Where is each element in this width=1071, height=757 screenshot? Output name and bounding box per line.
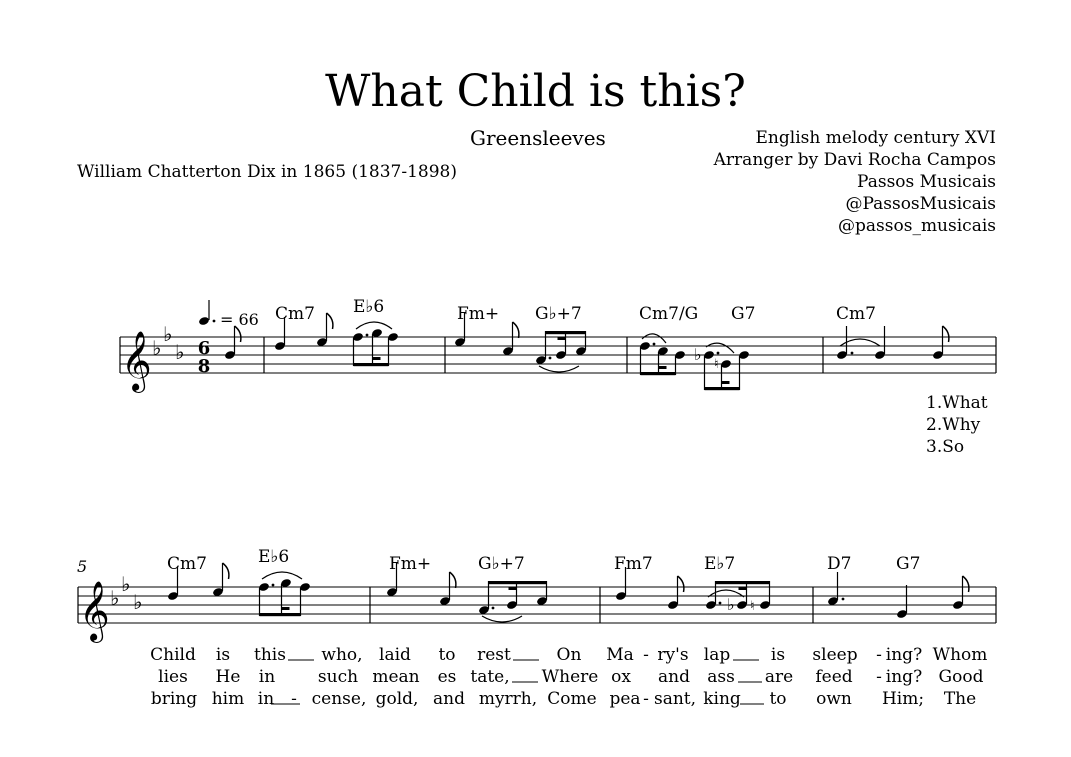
lyric-syllable: is: [215, 645, 231, 665]
lyric-syllable: Ma: [606, 645, 634, 665]
social-handle-line: @passos_musicais: [838, 216, 996, 236]
lyric-syllable: 2.Why: [926, 415, 981, 435]
tempo-marking: [198, 300, 259, 329]
lyric-syllable: who,: [321, 645, 363, 665]
lyric-hyphen: -: [876, 667, 882, 687]
lyric-syllable: to: [769, 689, 787, 709]
svg-text:8: 8: [197, 356, 211, 377]
chord-symbol: Cm7: [836, 304, 876, 324]
notes-system-1: [224, 313, 949, 390]
lyric-syllable: ox: [611, 667, 631, 687]
svg-text:♭: ♭: [694, 345, 702, 364]
svg-text:6: 6: [197, 338, 211, 359]
lyricist-credit: William Chatterton Dix in 1865 (1837-1898): [77, 162, 457, 182]
lyric-syllable: in: [257, 689, 275, 709]
svg-text:♭: ♭: [152, 336, 162, 360]
lyric-syllable: Good: [938, 667, 984, 687]
lyric-syllable: and: [658, 667, 690, 687]
chord-symbol: G♭+7: [478, 554, 525, 574]
chord-symbols-system-2: [167, 547, 920, 574]
lyric-syllable: is: [770, 645, 786, 665]
chord-symbol: Cm7: [167, 554, 207, 574]
svg-text:= 66: = 66: [220, 310, 259, 329]
chord-symbol: D7: [827, 554, 852, 574]
lyric-syllable: He: [215, 667, 241, 687]
chord-symbol: Fm+: [457, 304, 500, 324]
chord-symbol: G7: [896, 554, 921, 574]
chord-symbol: E♭6: [258, 547, 290, 567]
lyric-syllable: 1.What: [926, 393, 988, 413]
lyric-hyphen: -: [291, 689, 297, 709]
lyric-syllable: sant,: [653, 689, 697, 709]
lyric-syllable: ass: [707, 667, 735, 687]
lyric-hyphen: -: [643, 645, 649, 665]
chord-symbol: Cm7: [275, 304, 315, 324]
lyric-syllable: lies: [158, 667, 188, 687]
lyric-syllable: Child: [150, 645, 196, 665]
chord-symbols-system-1: [275, 297, 876, 324]
chord-symbol: E♭7: [704, 554, 736, 574]
lyric-syllable: Where: [541, 667, 599, 687]
time-signature: [198, 338, 211, 377]
lyric-syllable: rest: [477, 645, 511, 665]
lyric-syllable: own: [816, 689, 852, 709]
key-signature-flats: [152, 322, 184, 364]
svg-text:♭: ♭: [727, 595, 735, 614]
composer-line: English melody century XVI: [755, 128, 996, 148]
lyric-syllable: Whom: [932, 645, 988, 665]
svg-text:♭: ♭: [110, 586, 120, 610]
lyric-syllable: king: [703, 689, 741, 709]
lyric-syllable: mean: [372, 667, 420, 687]
publisher-line: Passos Musicais: [857, 172, 996, 192]
chord-symbol: G7: [731, 304, 756, 324]
lyric-syllable: myrrh,: [478, 689, 538, 709]
lyric-syllable: 3.So: [926, 437, 965, 457]
lyric-syllable: pea: [609, 689, 641, 709]
social-handle-line: @PassosMusicais: [845, 194, 996, 214]
svg-text:♮: ♮: [750, 599, 755, 614]
lyric-syllable: tate,: [470, 667, 510, 687]
lyric-syllable: ing?: [885, 667, 923, 687]
lyric-syllable: feed: [815, 667, 853, 687]
lyric-syllable: On: [556, 645, 582, 665]
chord-symbol: G♭+7: [535, 304, 582, 324]
score-title: What Child is this?: [325, 66, 746, 117]
chord-symbol: Fm+: [389, 554, 432, 574]
lyric-syllable: gold,: [375, 689, 419, 709]
chord-symbol: Cm7/G: [639, 304, 699, 324]
lyric-syllable: and: [433, 689, 465, 709]
lyric-syllable: sleep: [812, 645, 858, 665]
arranger-line: Arranger by Davi Rocha Campos: [713, 150, 996, 170]
lyric-syllable: such: [317, 667, 359, 687]
svg-text:♭: ♭: [121, 572, 131, 596]
chord-symbol: E♭6: [353, 297, 385, 317]
svg-text:♭: ♭: [163, 322, 173, 346]
lyric-hyphen: -: [876, 645, 882, 665]
lyric-hyphen: -: [643, 689, 649, 709]
chord-symbol: Fm7: [614, 554, 653, 574]
lyric-syllable: lap: [703, 645, 731, 665]
key-signature-flats: [110, 572, 142, 614]
lyric-syllable: laid: [379, 645, 411, 665]
lyrics-verse-1: [150, 645, 987, 665]
lyric-syllable: bring: [150, 689, 198, 709]
lyric-syllable: this: [254, 645, 286, 665]
svg-text:♭: ♭: [175, 340, 185, 364]
pickup-lyrics: [926, 393, 988, 457]
lyric-syllable: Him;: [881, 689, 925, 709]
lyric-syllable: in: [258, 667, 276, 687]
lyric-syllable: The: [943, 689, 977, 709]
lyrics-verse-2: [158, 667, 983, 687]
lyric-syllable: are: [764, 667, 794, 687]
lyric-syllable: es: [437, 667, 457, 687]
svg-text:♭: ♭: [133, 590, 143, 614]
treble-clef-icon: 𝄞: [79, 581, 110, 641]
treble-clef-icon: 𝄞: [121, 331, 152, 391]
lyric-syllable: Come: [547, 689, 597, 709]
lyric-syllable: to: [438, 645, 456, 665]
lyric-syllable: him: [211, 689, 245, 709]
lyric-syllable: ry's: [657, 645, 689, 665]
measure-number: 5: [77, 557, 88, 576]
score-subtitle: Greensleeves: [470, 126, 606, 150]
lyric-syllable: ing?: [885, 645, 923, 665]
lyric-syllable: cense,: [311, 689, 367, 709]
svg-text:♮: ♮: [714, 357, 719, 372]
lyrics-verse-3: [151, 689, 976, 709]
